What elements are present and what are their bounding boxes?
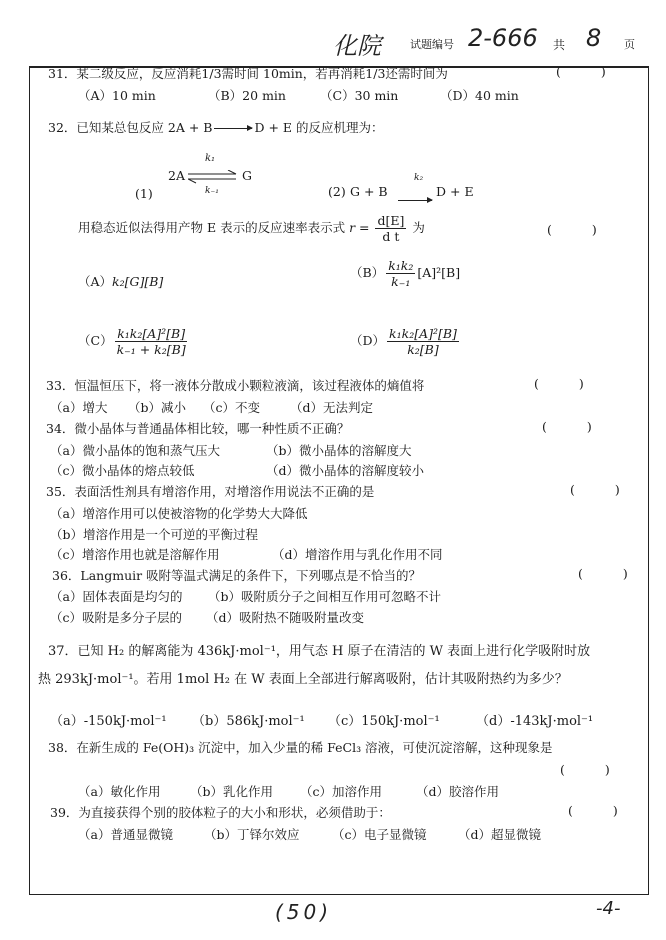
equilibrium-arrows-icon <box>188 170 238 184</box>
q39-answer-blank: ( ) <box>568 803 636 818</box>
q35-option-a: （a）增溶作用可以使被溶物的化学势大大降低 <box>50 506 308 521</box>
step1-label: (1) <box>135 186 153 201</box>
q37-option-b: （b）586kJ·mol⁻¹ <box>192 714 305 729</box>
q32-option-b <box>350 258 460 289</box>
college-handwritten: 化院 <box>333 32 381 60</box>
q33-option-d: （d）无法判定 <box>290 400 374 415</box>
step1-right: G <box>242 168 252 183</box>
rate-symbol: r = <box>349 220 370 235</box>
q32-text <box>48 118 384 136</box>
q32-option-d <box>350 326 461 357</box>
q35-answer-blank: ( ) <box>570 482 638 497</box>
q35-option-b: （b）增溶作用是一个可逆的平衡过程 <box>50 527 259 542</box>
q39-text: 39．为直接获得个别的胶体粒子的大小和形状，必须借助于： <box>50 805 391 820</box>
q39-option-c: （c）电子显微镜 <box>332 827 427 842</box>
q33-option-a: （a）增大 <box>50 400 108 415</box>
q34-option-d: （d）微小晶体的溶解度较小 <box>266 463 425 478</box>
q34-text: 34．微小晶体与普通晶体相比较，哪一种性质不正确？ <box>46 421 350 436</box>
denominator: k₋₁ <box>391 274 411 289</box>
denominator: k₂[B] <box>407 342 439 357</box>
handwritten-total: (50) <box>275 900 333 924</box>
q38-option-a: （a）敏化作用 <box>78 784 161 799</box>
q32-option-a <box>78 272 163 290</box>
q31-option-c: （C）30 min <box>320 88 399 103</box>
k-minus1-label: k₋₁ <box>205 186 219 196</box>
page-unit: 页 <box>624 38 635 51</box>
q35-option-d: （d）增溶作用与乳化作用不同 <box>272 547 443 562</box>
total-label: 共 <box>553 38 566 52</box>
q38-option-b: （b）乳化作用 <box>190 784 274 799</box>
q33-option-c: （c）不变 <box>203 400 261 415</box>
code-value: 2-666 <box>468 24 538 52</box>
q31-option-b: （B）20 min <box>208 88 286 103</box>
step2-arrow <box>398 200 432 201</box>
q36-option-c: （c）吸附是多分子层的 <box>50 610 183 625</box>
rate-fraction <box>375 213 406 244</box>
option-label: （A） <box>78 274 113 289</box>
q31-text: 31．某二级反应，反应消耗1/3需时间 10min，若再消耗1/3还需时间为 <box>48 66 448 81</box>
reaction-arrow <box>214 128 252 129</box>
q34-option-b: （b）微小晶体的溶解度大 <box>266 443 412 458</box>
code-label: 试题编号 <box>410 38 454 51</box>
q37-line1: 37．已知 H₂ 的解离能为 436kJ·mol⁻¹，用气态 H 原子在清洁的 W 表面上进行化学吸附时放 <box>48 644 591 659</box>
step2-left: G + B <box>350 184 388 199</box>
q31-option-d: （D）40 min <box>440 88 519 103</box>
option-formula: k₂[G][B] <box>112 274 164 289</box>
q35-option-c: （c）增溶作用也就是溶解作用 <box>50 547 220 562</box>
q32-answer-blank: ( ) <box>547 222 615 237</box>
q31-option-a: （A）10 min <box>78 88 156 103</box>
q33-option-b: （b）减小 <box>128 400 187 415</box>
step1-left: 2A <box>168 168 185 183</box>
rate-text: 用稳态近似法得用产物 E 表示的反应速率表示式 <box>78 220 346 235</box>
q37-option-d: （d）-143kJ·mol⁻¹ <box>476 714 594 729</box>
q39-option-d: （d）超显微镜 <box>458 827 542 842</box>
k1-label: k₁ <box>205 153 216 164</box>
page-number: -4- <box>596 898 621 919</box>
q39-option-b: （b）丁铎尔效应 <box>204 827 300 842</box>
q34-option-a: （a）微小晶体的饱和蒸气压大 <box>50 443 220 458</box>
q35-text: 35．表面活性剂具有增溶作用，对增溶作用说法不正确的是 <box>46 484 375 499</box>
option-fraction <box>387 326 459 357</box>
q36-answer-blank: ( ) <box>578 566 646 581</box>
numerator: k₁k₂[A]²[B] <box>117 326 186 341</box>
q36-text: 36．Langmuir 吸附等温式满足的条件下，下列哪点是不恰当的？ <box>52 568 422 583</box>
option-label: （C） <box>78 333 113 348</box>
numerator: k₁k₂[A]²[B] <box>389 326 457 341</box>
q31-answer-blank: ( ) <box>556 64 624 79</box>
q38-answer-blank: ( ) <box>560 762 628 777</box>
q38-option-c: （c）加溶作用 <box>300 784 383 799</box>
total-value: 8 <box>586 24 602 52</box>
option-label: （B） <box>350 265 385 280</box>
rate-numerator: d[E] <box>377 213 405 228</box>
rate-expression-line <box>78 213 425 244</box>
rate-suffix: 为 <box>412 220 425 235</box>
q32-option-c <box>78 326 190 357</box>
q34-option-c: （c）微小晶体的熔点较低 <box>50 463 195 478</box>
option-fraction <box>386 258 415 289</box>
k2-label: k₂ <box>414 173 424 183</box>
q38-text: 38．在新生成的 Fe(OH)₃ 沉淀中，加入少量的稀 FeCl₃ 溶液，可使沉淀溶解，这种现象是 <box>48 740 553 755</box>
q39-option-a: （a）普通显微镜 <box>78 827 173 842</box>
option-tail: [A]²[B] <box>417 265 461 280</box>
step2-label: (2) <box>328 184 346 199</box>
denominator: k₋₁ + k₂[B] <box>116 342 186 357</box>
q36-option-d: （d）吸附热不随吸附量改变 <box>206 610 365 625</box>
q37-option-a: （a）-150kJ·mol⁻¹ <box>50 714 167 729</box>
q36-option-b: （b）吸附质分子之间相互作用可忽略不计 <box>208 589 442 604</box>
rate-denominator: d t <box>382 229 400 244</box>
step2-right: D + E <box>436 184 474 199</box>
q37-line2: 热 293kJ·mol⁻¹。若用 1mol H₂ 在 W 表面上全部进行解离吸附，估计其吸附热约为多少？ <box>38 672 568 687</box>
q38-option-d: （d）胶溶作用 <box>416 784 500 799</box>
q36-option-a: （a）固体表面是均匀的 <box>50 589 183 604</box>
option-label: （D） <box>350 333 386 348</box>
numerator: k₁k₂ <box>388 258 414 273</box>
q33-text: 33．恒温恒压下，将一液体分散成小颗粒液滴，该过程液体的熵值将 <box>46 378 425 393</box>
q32-text-prefix: 32．已知某总包反应 2A + B <box>48 120 213 135</box>
option-fraction <box>115 326 188 357</box>
q37-option-c: （c）150kJ·mol⁻¹ <box>328 714 440 729</box>
q34-answer-blank: ( ) <box>542 419 610 434</box>
q32-text-suffix: D + E 的反应机理为： <box>254 120 384 135</box>
q33-answer-blank: ( ) <box>534 376 602 391</box>
